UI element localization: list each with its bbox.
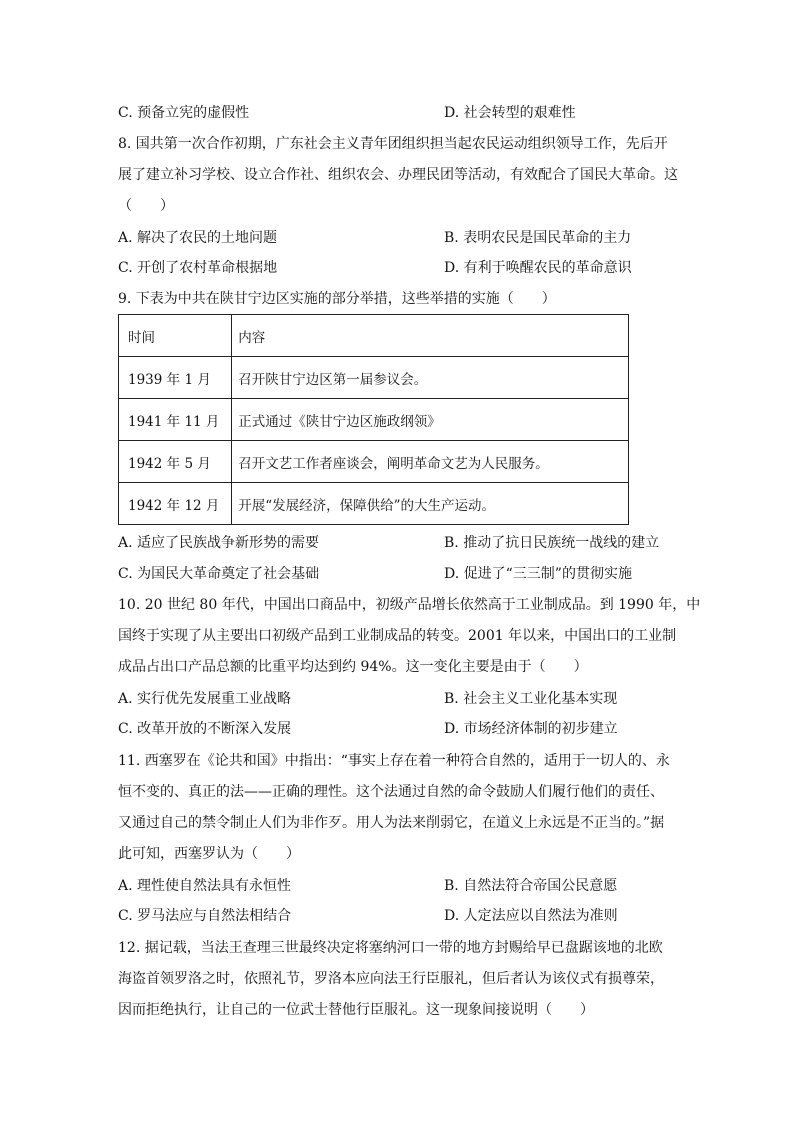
q10-option-c[interactable]: C. 改革开放的不断深入发展 (118, 721, 292, 737)
table-header-time: 时间 (119, 315, 232, 357)
q9-option-a[interactable]: A. 适应了民族战争新形势的需要 (118, 535, 320, 551)
q8-option-b[interactable]: B. 表明农民是国民革命的主力 (444, 230, 632, 246)
q10-stem-line-1: 10. 20 世纪 80 年代，中国出口商品中，初级产品增长依然高于工业制成品。到 1990 年，中 (118, 597, 701, 613)
q9-option-c[interactable]: C. 为国民大革命奠定了社会基础 (118, 566, 320, 582)
q7-option-c[interactable]: C. 预备立宪的虚假性 (118, 105, 250, 121)
table-row (119, 399, 629, 441)
q11-stem-line-3: 又通过自己的禁令制止人们为非作歹。用人为法来削弱它，在道义上永远是不正当的。”据 (118, 815, 665, 831)
table-cell-time: 1942 年 12 月 (119, 483, 232, 525)
q9-option-b[interactable]: B. 推动了抗日民族统一战线的建立 (444, 535, 660, 551)
q10-option-a[interactable]: A. 实行优先发展重工业战略 (118, 691, 292, 707)
q11-option-d[interactable]: D. 人定法应以自然法为准则 (444, 908, 618, 924)
q8-option-c[interactable]: C. 开创了农村革命根据地 (118, 260, 278, 276)
q10-option-b[interactable]: B. 社会主义工业化基本实现 (444, 691, 618, 707)
q11-stem-line-1: 11. 西塞罗在《论共和国》中指出：“事实上存在着一种符合自然的，适用于一切人的、永 (118, 753, 670, 769)
table-cell-time: 1941 年 11 月 (119, 399, 232, 441)
q11-stem-line-4: 此可知，西塞罗认为（ ） (118, 846, 300, 862)
table-cell-time: 1939 年 1 月 (119, 357, 232, 399)
table-header-content: 内容 (232, 315, 629, 357)
table-row (119, 483, 629, 525)
table-row (119, 441, 629, 483)
q11-option-a[interactable]: A. 理性使自然法具有永恒性 (118, 878, 292, 894)
table-header-row (119, 315, 629, 357)
table-cell-content: 召开陕甘宁边区第一届参议会。 (232, 357, 629, 399)
q9-table (118, 314, 629, 525)
q10-stem-line-2: 国终于实现了从主要出口初级产品到工业制成品的转变。2001 年以来，中国出口的工业制 (118, 628, 677, 644)
table-cell-content: 开展“发展经济，保障供给”的大生产运动。 (232, 483, 629, 525)
q8-option-a[interactable]: A. 解决了农民的土地问题 (118, 230, 278, 246)
q8-stem-line-3: （ ） (118, 198, 174, 214)
q9-option-d[interactable]: D. 促进了“三三制”的贯彻实施 (444, 566, 632, 582)
q10-option-d[interactable]: D. 市场经济体制的初步建立 (444, 721, 618, 737)
q9-stem: 9. 下表为中共在陕甘宁边区实施的部分举措，这些举措的实施（ ） (118, 291, 556, 307)
q7-option-d[interactable]: D. 社会转型的艰难性 (444, 105, 576, 121)
q11-option-b[interactable]: B. 自然法符合帝国公民意愿 (444, 878, 618, 894)
q12-stem-line-2: 海盗首领罗洛之时，依照礼节，罗洛本应向法王行臣服礼，但后者认为该仪式有损尊荣， (118, 971, 664, 987)
q11-stem-line-2: 恒不变的、真正的法——正确的理性。这个法通过自然的命令鼓励人们履行他们的责任、 (118, 784, 664, 800)
q10-stem-line-3: 成品占出口产品总额的比重平均达到约 94%。这一变化主要是由于（ ） (118, 659, 588, 675)
q8-stem-line-2: 展了建立补习学校、设立合作社、组织农会、办理民团等活动，有效配合了国民大革命。这 (118, 167, 678, 183)
q12-stem-line-1: 12. 据记载，当法王查理三世最终决定将塞纳河口一带的地方封赐给早已盘踞该地的北欧 (118, 940, 663, 956)
q12-stem-line-3: 因而拒绝执行，让自己的一位武士替他行臣服礼。这一现象间接说明（ ） (118, 1002, 594, 1018)
table-cell-content: 正式通过《陕甘宁边区施政纲领》 (232, 399, 629, 441)
table-cell-time: 1942 年 5 月 (119, 441, 232, 483)
q11-option-c[interactable]: C. 罗马法应与自然法相结合 (118, 908, 292, 924)
q8-stem-line-1: 8. 国共第一次合作初期，广东社会主义青年团组织担当起农民运动组织领导工作，先后开 (118, 136, 668, 152)
q8-option-d[interactable]: D. 有利于唤醒农民的革命意识 (444, 260, 632, 276)
table-cell-content: 召开文艺工作者座谈会，阐明革命文艺为人民服务。 (232, 441, 629, 483)
table-row (119, 357, 629, 399)
